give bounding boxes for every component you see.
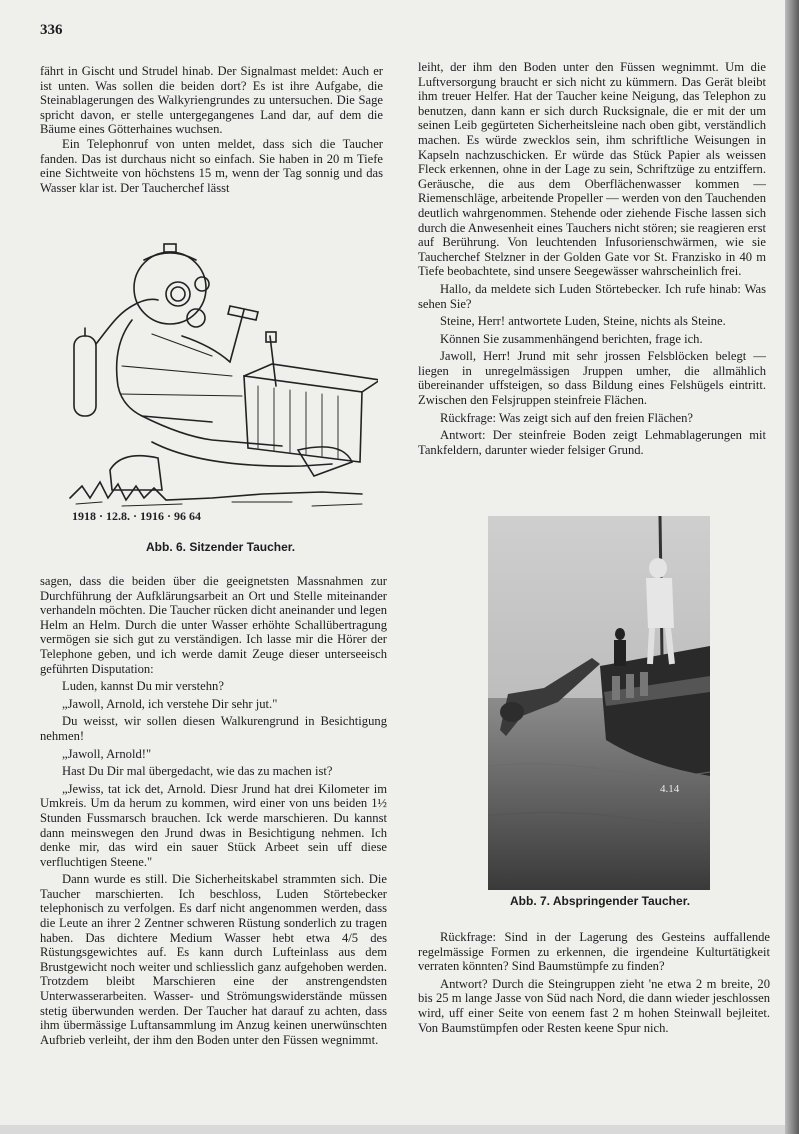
paragraph: leiht, der ihm den Boden unter den Füssen wegnimmt. Um die Luftversorgung braucht er sich nicht zu kümmern. Das Gerät bleibt ihm treuer Helfer. Hat der Taucher keine Neigung, das Telephon zu benutzen, dann kann er sich durch Rucksignale, die er mit der um seinen Leib gegürteten Sicherheitsleine nach oben gibt, verständlich machen. Es würde zwecklos sein, ihm schriftliche Weisungen in Kapseln nachzuschicken. Er würde das Stück Papier als weissen Fleck erkennen, ohne in der Lage zu sein, Schriftzüge zu entziffern. Geräusche, die aus dem Oberflächenwasser kommen — Riemenschläge, arbeitende Propeller — werden von den Tauchenden deutlich wahrgenommen. Stehende oder ziehende Fische lassen sich durch die Anwesenheit eines Tauchers nicht stören; sie reagieren erst auf Berührung. Von leuchtenden Infusorienschwärmen, wie sie Taucherchef Stelzner in der Golden Gate vor St. Franzisko in 40 m Tiefe beobachtete, sind unsere Seegewässer wahrscheinlich frei. [418, 60, 766, 279]
column-left-top [40, 64, 383, 195]
paragraph: Steine, Herr! antwortete Luden, Steine, nichts als Steine. [440, 314, 726, 329]
paragraph: „Jawoll, Arnold, ich verstehe Dir sehr jut." [62, 696, 278, 711]
paragraph: Jawoll, Herr! Jrund mit sehr jrossen Felsblöcken belegt — liegen in unregelmässigen Jruppen umher, die allmählich übereinander uffsteigen, so dass Bildung eines Felshügels eintritt. Zwischen den Felsjruppen steinfreie Flächen. [418, 349, 766, 408]
page-number: 336 [40, 22, 63, 38]
paragraph: Hast Du Dir mal übergedacht, wie das zu machen ist? [62, 764, 333, 779]
jumping-diver-photo [488, 516, 710, 890]
paragraph: Antwort? Durch die Steingruppen zieht 'ne etwa 2 m breite, 20 bis 25 m lange Jasse von Süd nach Nord, die dann wieder jeschlossen wird, uff einer Seite von eenem fast 2 m hohen Steinwall bejleitet. Von Baumstümpfen oder Resten keene Spur nich. [418, 976, 770, 1035]
paragraph: Rückfrage: Sind in der Lagerung des Gesteins auffallende regelmässige Formen zu erkennen, die irgendeine Kulturtätigkeit verraten könnten? Sind Baumstümpfe zu finden? [418, 930, 770, 974]
page-edge [785, 0, 799, 1134]
drawing-signature: 1918 · 12.8. · 1916 · 96 64 [72, 509, 202, 523]
seated-diver-drawing [62, 236, 378, 526]
photo-mark: 4.14 [660, 783, 680, 795]
column-left-bottom [40, 574, 387, 1047]
figure-7-caption: Abb. 7. Abspringender Taucher. [510, 894, 691, 908]
figure-6-caption: Abb. 6. Sitzender Taucher. [146, 540, 296, 554]
paragraph: „Jewiss, tat ick det, Arnold. Diesr Jrund hat drei Kilometer im Umkreis. Um da herum zu kommen, wird einer von uns beiden 1½ Stunden Fussmarsch brauchen. Ick werde marschieren. Du kannst dann meinswegen den Jrund dwas in Besichtigung nehmen. Ich denke mir, das wird ein sauer Stück Arbeet sein uff diese verfluchtigen Steene." [40, 781, 387, 869]
paragraph: Du weisst, wir sollen diesen Walkurengrund in Besichtigung nehmen! [40, 714, 387, 743]
paragraph: Hallo, da meldete sich Luden Störtebecker. Ich rufe hinab: Was sehen Sie? [418, 281, 766, 311]
column-right-bottom [418, 930, 770, 1035]
paragraph: Antwort: Der steinfreie Boden zeigt Lehmablagerungen mit Tankfeldern, darunter wieder felsiger Grund. [418, 428, 766, 457]
paragraph: sagen, dass die beiden über die geeignetsten Massnahmen zur Durchführung der Aufklärungsarbeit an Ort und Stelle miteinander verhandeln möchten. Die Taucher rücken dicht aneinander und legen Helm an Helm. Durch die unter Wasser erhöhte Schallübertragung vermögen sie sich gut zu verständigen. Ich lasse mir die Hörer der Telephone geben, und ich werde damit Zeuge dieser unterseeisch geführten Disputation: [40, 574, 387, 676]
paragraph: Ein Telephonruf von unten meldet, dass sich die Taucher fanden. Das ist durchaus nicht so einfach. Sie haben in 20 m Tiefe eine Sichtweite von höchstens 15 m, wenn der Tag sonnig und das Wasser klar ist. Der Taucherchef lässt [40, 136, 383, 195]
paragraph: Luden, kannst Du mir verstehn? [62, 679, 224, 694]
paragraph: fährt in Gischt und Strudel hinab. Der Signalmast meldet: Auch er ist unten. Was sollen die beiden dort? Es ist ihre Aufgabe, die Steinablagerungen des Walkyriengrundes zu untersuchen. Die Sage spricht davon, er stelle untergegangenes Land dar, auf dem die Bäume eines Götterhaines wuchsen. [40, 64, 383, 137]
paragraph: Dann wurde es still. Die Sicherheitskabel strammten sich. Die Taucher marschierten. Ich beschloss, Luden Störtebecker telephonisch zu verfolgen. Es darf nicht angenommen werden, dass die Leute an ihrer 2 Zentner schweren Rüstung sonderlich zu tragen haben. Das dichtere Medium Wasser hebt etwa 4/5 des Rüstungsgewichtes auf. Es kann durch Lufteinlass aus dem Brustgewicht noch weiter und schliesslich ganz aufgehoben werden. Trotzdem bleibt Marschieren eine der anstrengendsten Unterwasserarbeiten. Wasser- und Strömungswiderstände müssen stetig überwunden werden. Der Taucher hat darauf zu achten, dass ihm übermässige Luftansammlung im Anzug keinen unerwünschten Aufbrieb verleiht, der ihm den Boden unter den Füssen wegnimmt. [40, 872, 387, 1047]
paragraph: „Jawoll, Arnold!" [62, 746, 152, 761]
paragraph: Rückfrage: Was zeigt sich auf den freien Flächen? [440, 410, 693, 425]
column-right-top [418, 60, 766, 457]
paragraph: Können Sie zusammenhängend berichten, frage ich. [440, 331, 703, 346]
